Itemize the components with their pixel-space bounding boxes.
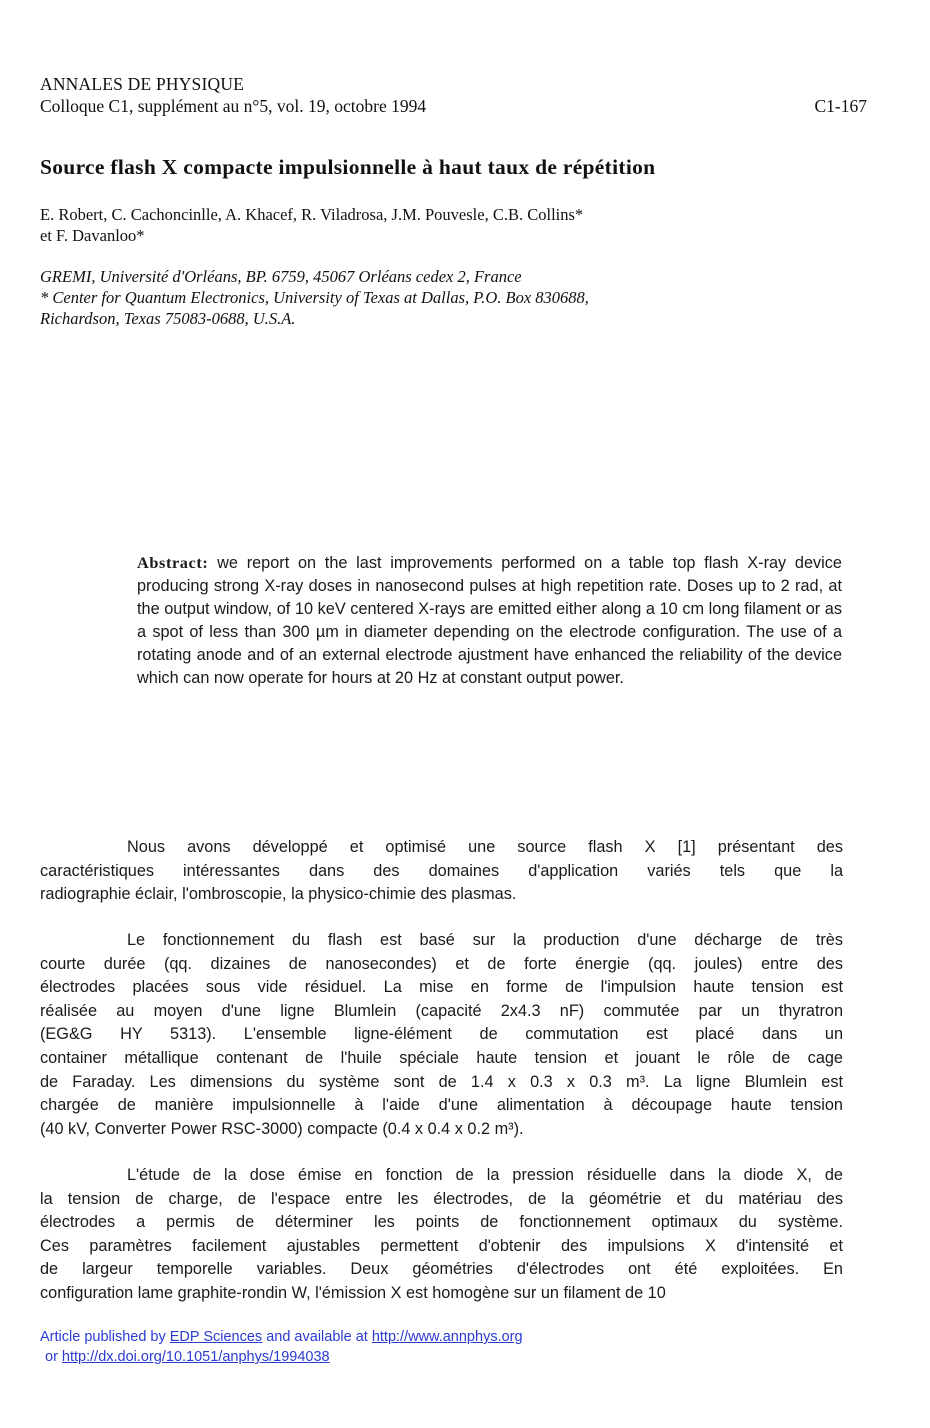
affiliation-1: GREMI, Université d'Orléans, BP. 6759, 45067 Orléans cedex 2, France [40, 267, 522, 286]
text-line: réalisée au moyen d'une ligne Blumlein (capacité 2x4.3 nF) commutée par un thyratron [40, 1001, 843, 1020]
abstract-text: we report on the last improvements performed on a table top flash X-ray device producing strong X-ray doses in nanosecond pulses at high repetition rate. Doses up to 2 rad, at the output window, of 10 keV centered X-rays are emitted either along a 10 cm long filament or as a spot of less than 300 µm in diameter depending on the electrode configuration. The use of a rotating anode and of an external electrode ajustment have enhanced the reliability of the device which can now operate for hours at 20 Hz at constant output power. [137, 554, 842, 687]
footer-prefix: Article published by [40, 1329, 170, 1345]
paper-title: Source flash X compacte impulsionnelle à haut taux de répétition [40, 155, 656, 179]
text-line: Ces paramètres facilement ajustables permettent d'obtenir des impulsions X d'intensité et [40, 1236, 843, 1255]
footer-line-2 [40, 1347, 523, 1367]
text-line: Le fonctionnement du flash est basé sur la production d'une décharge de très [127, 931, 843, 949]
abstract-label: Abstract: [137, 553, 209, 572]
text-line: caractéristiques intéressantes dans des domaines d'application variés tels que la [40, 861, 843, 880]
text-line: chargée de manière impulsionnelle à l'aide d'une alimentation à découpage haute tension [40, 1096, 843, 1115]
authors-line-2: et F. Davanloo* [40, 226, 145, 245]
text-line: radiographie éclair, l'ombroscopie, la physico-chimie des plasmas. [40, 885, 517, 904]
body-paragraph-2 [40, 929, 843, 1141]
text-line: courte durée (qq. dizaines de nanosecondes) et de forte énergie (qq. joules) entre des [40, 954, 843, 973]
text-line: container métallique contenant de l'huile spéciale haute tension et jouant le rôle de cage [40, 1048, 843, 1067]
text-line: Nous avons développé et optimisé une source flash X [1] présentant des [127, 838, 843, 856]
text-line: configuration lame graphite-rondin W, l'émission X est homogène sur un filament de 10 [40, 1283, 666, 1302]
footer-middle: and available at [262, 1329, 372, 1345]
authors-line-1: E. Robert, C. Cachoncinlle, A. Khacef, R. Viladrosa, J.M. Pouvesle, C.B. Collins* [40, 205, 584, 224]
footer-or: or [45, 1349, 62, 1365]
journal-url-link[interactable]: http://www.annphys.org [371, 1329, 523, 1345]
text-line: (40 kV, Converter Power RSC-3000) compacte (0.4 x 0.4 x 0.2 m³). [40, 1119, 524, 1138]
text-line: électrodes a permis de déterminer les points de fonctionnement optimaux du système. [40, 1213, 843, 1232]
affiliation-2: * Center for Quantum Electronics, University of Texas at Dallas, P.O. Box 830688, [40, 288, 589, 307]
text-line: la tension de charge, de l'espace entre les électrodes, de la géométrie et du matériau des [40, 1189, 843, 1208]
text-line: électrodes placées sous vide résiduel. La mise en forme de l'impulsion haute tension est [40, 978, 843, 997]
publisher-footer [40, 1327, 523, 1367]
issue-info: Colloque C1, supplément au n°5, vol. 19, octobre 1994 [40, 96, 427, 116]
text-line: L'étude de la dose émise en fonction de la pression résiduelle dans la diode X, de [127, 1166, 843, 1184]
publisher-link[interactable]: EDP Sciences [169, 1329, 263, 1345]
affiliation-2-cont: Richardson, Texas 75083-0688, U.S.A. [40, 309, 296, 328]
page-number: C1-167 [814, 96, 867, 116]
text-line: (EG&G HY 5313). L'ensemble ligne-élément de commutation est placé dans un [40, 1025, 843, 1044]
abstract [137, 551, 842, 690]
journal-name: ANNALES DE PHYSIQUE [40, 74, 245, 94]
body-paragraph-1 [40, 836, 843, 907]
body-paragraph-3 [40, 1164, 843, 1306]
text-line: de largeur temporelle variables. Deux géométries d'électrodes ont été exploitées. En [40, 1260, 843, 1279]
footer-line-1 [40, 1327, 523, 1347]
doi-link[interactable]: http://dx.doi.org/10.1051/anphys/1994038 [61, 1349, 330, 1365]
text-line: de Faraday. Les dimensions du système sont de 1.4 x 0.3 x 0.3 m³. La ligne Blumlein est [40, 1072, 843, 1091]
